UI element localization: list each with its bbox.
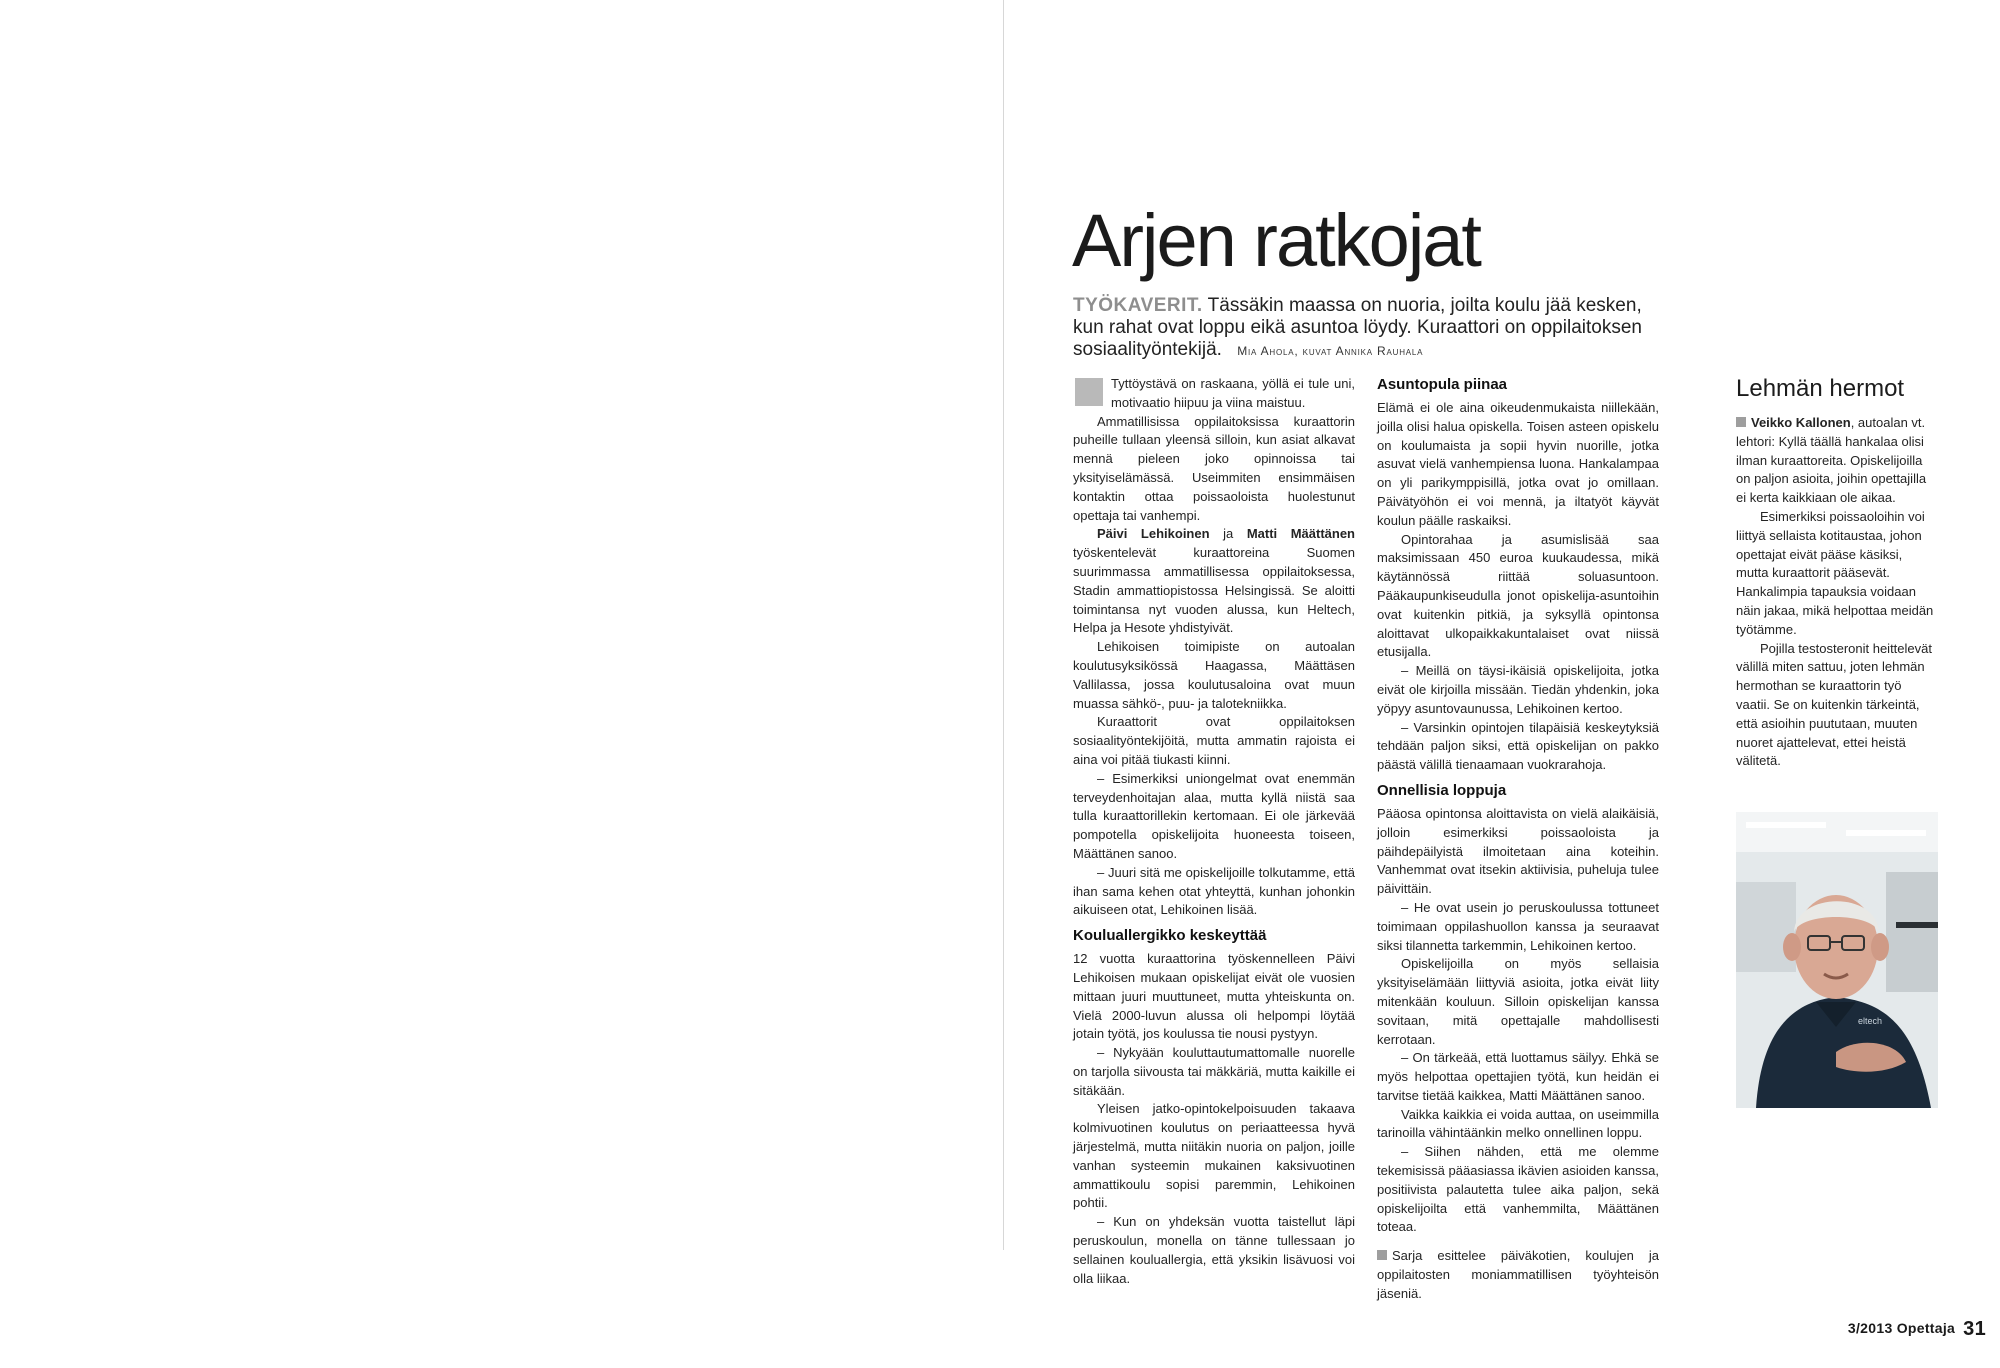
issue-label: 3/2013 Opettaja [1847, 1320, 1956, 1336]
paragraph: Pojilla testosteronit heittelevät välillä miten sattuu, joten lehmän hermothan se kuraattorin työ vaatii. Se on kuitenkin tärkeintä, että asioihin puututaan, muuten nuoret ajattelevat, ettei heistä välitetä. [1736, 640, 1932, 769]
subheading: Kouluallergikko keskeyttää [1073, 927, 1267, 945]
paragraph: Opiskelijoilla on myös sellaisia yksityiselämään liittyviä asioita, jotka eivät liity mitenkään kouluun. Silloin opiskelijan kanssa sovitaan, mitä opettajalle mahdollisesti kerrotaan. [1377, 956, 1659, 1047]
page-footer [1848, 1318, 1986, 1341]
paragraph: – On tärkeää, että luottamus säilyy. Ehkä se myös helpottaa opettajien työtä, kun heidän ei tarvitse tietää kaikkea, Matti Määttänen sanoo. [1377, 1050, 1659, 1103]
paragraph: – He ovat usein jo peruskoulussa tottuneet toimimaan oppilashuollon kanssa ja seuraavat siksi tilannetta tarkemmin, Lehikoinen kertoo. [1377, 899, 1659, 953]
lead-text: Tässäkin maassa on nuoria, joilta koulu jää kesken, kun rahat ovat loppu eikä asuntoa löydy. Kuraattori on oppilaitoksen sosiaalityöntekijä. [1073, 295, 1642, 360]
subheading: Asuntopula piinaa [1377, 376, 1508, 393]
person-name: Päivi Lehikoinen [1097, 526, 1210, 542]
paragraph: – Nykyään kouluttautumattomalle nuorelle on tarjolla siivousta tai mäkkäriä, mutta kaikille ei sitäkään. [1073, 1045, 1355, 1098]
drop-square-icon [1075, 378, 1103, 406]
paragraph: – Kun on yhdeksän vuotta taistellut läpi peruskoulun, monella on tänne tullessaan jo sellainen kouluallergia, että yksikin lisävuosi voi olla liikaa. [1073, 1214, 1355, 1286]
person-name: Veikko Kallonen [1751, 415, 1851, 430]
paragraph: Ammatillisissa oppilaitoksissa kuraattorin puheille tullaan yleensä silloin, kun asiat alkavat mennä pieleen joko opinnoissa tai yksityiselämässä. Useimmiten ensimmäisen kontaktin ottaa poissaoloista huolestunut opettaja tai vanhempi. [1073, 413, 1355, 523]
square-bullet-icon [1736, 417, 1746, 427]
series-note: Sarja esittelee päiväkotien, koulujen ja oppilaitosten moniammatillisen työyhteisön jäseniä. [1377, 1248, 1659, 1301]
paragraph: Vaikka kaikkia ei voida auttaa, on useimmilla tarinoilla vähintäänkin melko onnellinen loppu. [1377, 1106, 1659, 1141]
paragraph: – Varsinkin opintojen tilapäisiä keskeytyksiä tehdään paljon siksi, että opiskelijan on pakko päästä välillä tienaamaan vuokrarahoja. [1377, 719, 1659, 773]
intro-paragraph: Tyttöystävä on raskaana, yöllä ei tule uni, motivaatio hiipuu ja viina maistuu. [1073, 375, 1355, 413]
paragraph: Elämä ei ole aina oikeudenmukaista niillekään, joilla olisi halua opiskella. Toisen asteen opiskelu on koulumaista ja sopii hyvin nuorille, jotka asuvat vielä vanhempiensa luona. Hankalampaa on yli parikymppisillä, jotka ovat jo omillaan. Päivätyöhön ei voi mennä, ja iltatyöt käyvät koulun päälle raskaiksi. [1377, 400, 1659, 528]
person-name: Matti Määttänen [1246, 526, 1355, 542]
portrait-photo [1736, 812, 1938, 1108]
paragraph: – Meillä on täysi-ikäisiä opiskelijoita, jotka eivät ole kirjoilla missään. Tiedän yhdenkin, joka yöpyy asuntovaunussa, Lehikoinen kertoo. [1377, 663, 1659, 716]
article-column-2 [1377, 375, 1659, 1304]
portrait-illustration [1736, 812, 1938, 1108]
square-bullet-icon [1377, 1250, 1387, 1260]
byline: Mia Ahola, kuvat Annika Rauhala [1237, 344, 1424, 358]
kicker: TYÖKAVERIT. [1073, 295, 1203, 316]
paragraph: – Siihen nähden, että me olemme tekemisissä pääasiassa ikävien asioiden kanssa, positiivista palautetta tulee aika paljon, sekä opiskelijoilta että vanhemmilta, Määttänen toteaa. [1377, 1144, 1659, 1235]
article-title: Arjen ratkojat [1072, 199, 1480, 282]
sidebar-intro: Veikko Kallonen, autoalan vt. lehtori: Kyllä täällä hankalaa olisi ilman kuraattoreita. Opiskelijoilla on paljon asioita, joihin opettajilla ei kerta kaikkiaan ole aikaa. [1736, 415, 1927, 506]
paragraph: Lehikoisen toimipiste on autoalan koulutusyksikössä Haagassa, Määttäsen Vallilassa, jossa koulutusaloina ovat muun muassa sähkö-, puu- ja talotekniikka. [1073, 639, 1355, 711]
shirt-logo-text: eltech [1858, 1016, 1883, 1026]
paragraph: 12 vuotta kuraattorina työskennelleen Päivi Lehikoisen mukaan opiskelijat eivät ole vuosien mittaan juuri muuttuneet, mutta yhteiskunta on. Vielä 2000-luvun alussa oli helpompi löytää jotain työtä, jos koulussa tie nousi pystyyn. [1073, 951, 1355, 1042]
page-number: 31 [1963, 1318, 1986, 1340]
sidebar-column [1736, 374, 1938, 771]
spread-gutter [1003, 0, 1004, 1250]
sidebar-title: Lehmän hermot [1736, 375, 1905, 402]
paragraph: Yleisen jatko-opintokelpoisuuden takaava kolmivuotinen koulutus on periaatteessa hyvä järjestelmä, mutta niitäkin nuoria on paljon, joille vanhan systeemin mukainen kaksivuotinen ammattikoulu sopisi paremmin, Lehikoinen pohtii. [1073, 1101, 1355, 1211]
paragraph: Kuraattorit ovat oppilaitoksen sosiaalityöntekijöitä, mutta ammatin rajoista ei aina voi pitää tiukasti kiinni. [1073, 714, 1355, 767]
paragraph: Opintorahaa ja asumislisää saa maksimissaan 450 euroa kuukaudessa, mikä käytännössä riittää soluasuntoon. Pääkaupunkiseudulla jonot opiskelija-asuntoihin ovat kuitenkin pitkiä, ja syksyllä opintonsa aloittavat ulkopaikkakuntalaiset ovat niissä etusijalla. [1377, 531, 1659, 660]
paragraph: Päivi Lehikoinen ja Matti Määttänen työskentelevät kuraattoreina Suomen suurimmassa ammatillisessa oppilaitoksessa, Stadin ammattiopistossa Helsingissä. Se aloitti toimintansa nyt vuoden alussa, kun Heltech, Helpa ja Hesote yhdistyivät. [1073, 526, 1355, 636]
paragraph: Esimerkiksi poissaoloihin voi liittyä sellaista kotitaustaa, johon opettajat eivät pääse käsiksi, mutta kuraattorit pääsevät. Hankalimpia tapauksia voidaan näin jakaa, mikä helpottaa meidän työtämme. [1736, 508, 1934, 637]
paragraph: – Juuri sitä me opiskelijoille tolkutamme, että ihan sama kehen otat yhteyttä, kunhan johonkin aikuiseen otat, Lehikoinen lisää. [1073, 864, 1355, 918]
article-column-1 [1073, 375, 1355, 1288]
article-lead [1073, 295, 1673, 362]
paragraph: – Esimerkiksi uniongelmat ovat enemmän terveydenhoitajan alaa, mutta kyllä niistä saa tulla kuraattorillekin kertomaan. Ei ole järkevää pompotella opiskelijoita huoneesta toiseen, Määttänen sanoo. [1073, 770, 1355, 861]
subheading: Onnellisia loppuja [1377, 781, 1507, 799]
paragraph: Pääosa opintonsa aloittavista on vielä alaikäisiä, jolloin esimerkiksi poissaoloista ja päihdepäilyistä ilmoitetaan aina koteihin. Vanhemmat ovat itsekin aktiivisia, puheluja tulee päivittäin. [1377, 805, 1659, 897]
